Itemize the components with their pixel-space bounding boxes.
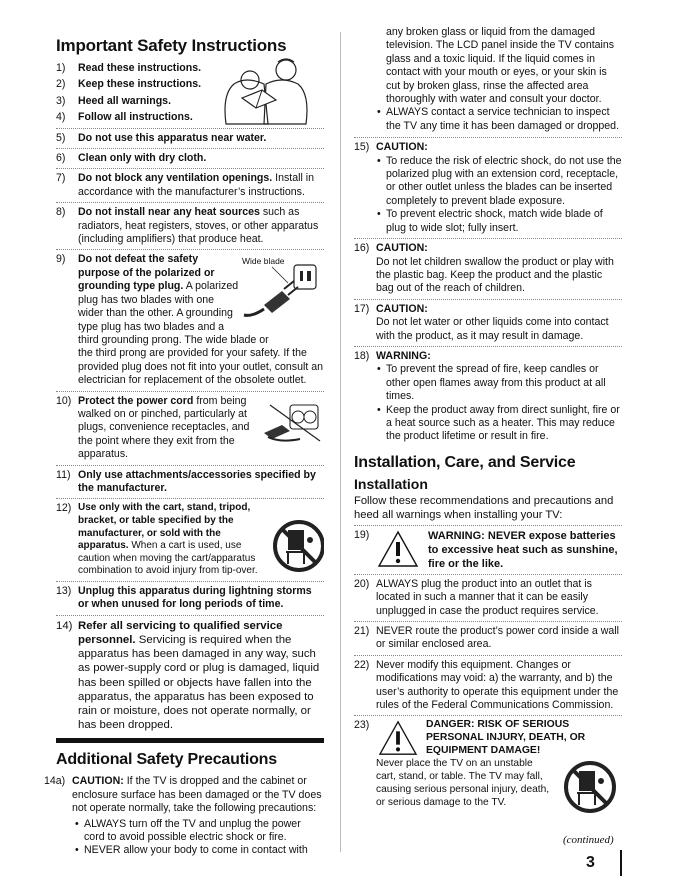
item-17: 17) CAUTION: Do not let water or other liquids come into contact with the product, as it may result in damage. <box>354 302 609 342</box>
item-19: 19) WARNING: NEVER expose batteries to excessive heat such as sunshine, fire or the like. <box>354 528 618 570</box>
item-21: 21) NEVER route the product’s power cord inside a wall or similar enclosed area. <box>354 625 619 651</box>
item-4: Follow all instructions. <box>78 111 193 124</box>
item-7: 7) Do not block any ventilation openings. Install in accordance with the manufacturer’s instructions. <box>56 172 315 198</box>
item-13: 13) Unplug this apparatus during lightning storms or when unused for long periods of time. <box>56 584 312 611</box>
wide-blade-label: Wide blade <box>242 256 285 267</box>
item-22: 22) Never modify this equipment. Changes or modifications may void: a) the warranty, and b) the user’s authority to operate this equipment under the rules of the Federal Communications Commission. <box>354 658 619 712</box>
item-10: 10) Protect the power cord from being walked on or pinched, particularly at plugs, convenience receptacles, and the point where they exit from the apparatus. <box>56 395 324 462</box>
item-14: 14) Refer all servicing to qualified service personnel. Servicing is required when the apparatus has been damaged in any way, such as power-supply cord or plug is damaged, liquid has been spilled or objects have fallen into the apparatus, the apparatus has been exposed to rain or moisture, does not operate normally, or has been dropped. <box>56 619 320 732</box>
item-15: 15) CAUTION: <box>354 141 428 154</box>
polarized-plug-figure <box>242 253 324 323</box>
left-column <box>44 0 324 858</box>
section-rule <box>56 738 324 743</box>
danger-triangle-icon <box>376 719 420 757</box>
item-14a-bullet-1: • ALWAYS turn off the TV and unplug the power cord to avoid possible electric shock or fire. <box>75 817 301 843</box>
page-number: 3 <box>586 854 595 871</box>
installation-subtitle: Installation <box>354 475 428 492</box>
item-3: Heed all warnings. <box>78 94 172 107</box>
item-2: Keep these instructions. <box>78 78 202 91</box>
item-12: 12) Use only with the cart, stand, tripod, bracket, or table specified by the manufacturer, or sold with the apparatus. When a cart is used, use caution when moving the cart/apparatus combination to avoid injury from tip-over. <box>56 502 324 578</box>
page-title: Important Safety Instructions <box>56 36 287 55</box>
power-cord-icon <box>260 395 324 447</box>
reading-people-illustration <box>216 54 316 126</box>
item-9: 9) Wide blade Do not defeat the safety purpose of the polarized or grounding type plug. A polarized plug has two blades with one wider than the other. A grounding type plug has two blades and a third grounding prong. The wide blade or the third prong are provided for your safety. If the provided plug does not fit into your outlet, consult an electrician for replacement of the obsolete outlet. <box>56 253 323 387</box>
item-16: 16) CAUTION: Do not let children swallow the product or play with the plastic bag. Keep the product and the plastic bag out of the reach of children. <box>354 242 614 295</box>
item-15-bullet-2: • To prevent electric shock, match wide blade of plug to wide slot; fully insert. <box>377 208 603 234</box>
item-18-bullet-2: • Keep the product away from direct sunlight, fire or a heat source such as a heater. This may reduce the product lifetime or result in fire. <box>377 403 620 443</box>
item-11: 11) Only use attachments/accessories specified by the manufacturer. <box>56 468 316 494</box>
item-20: 20) ALWAYS plug the product into an outlet that is located in such a manner that it can be easily unplugged in case the product requires service. <box>354 577 599 617</box>
continued-label: (continued) <box>563 834 614 846</box>
inspect-bullet: • ALWAYS contact a service technician to inspect the TV any time it has been damaged or dropped. <box>377 106 620 132</box>
item-1: Read these instructions. <box>78 62 202 74</box>
continued-text: any broken glass or liquid from the damaged television. The LCD panel inside the TV contains glass and a toxic liquid. If the liquid comes in contact with your mouth or eyes, or your skin is cut by broken glass, rinse the affected area thoroughly with water and consult your doctor. <box>386 26 615 106</box>
warning-triangle-icon <box>376 529 420 569</box>
item-23: 23) DANGER: RISK OF SERIOUS PERSONAL INJURY, DEATH, OR EQUIPMENT DAMAGE! Never place the TV on an unstable cart, stand, or table. The TV may fall, causing serious personal injury, death, or serious damage to the TV. <box>354 719 622 817</box>
item-18-bullet-1: • To prevent the spread of fire, keep candles or other open flames away from this product at all times. <box>377 363 606 403</box>
item-18: 18) WARNING: <box>354 349 431 362</box>
installation-intro: Follow these recommendations and precautions and heed all warnings when installing your TV: <box>354 494 614 521</box>
item-14a-bullet-2: • NEVER allow your body to come in contact with <box>75 844 308 857</box>
item-15-bullet-1: • To reduce the risk of electric shock, do not use the polarized plug with an extension cord, receptacle, or other outlet unless the blades can be inserted completely to prevent blade exposure. <box>377 154 622 207</box>
page-number-bar <box>620 850 622 876</box>
column-divider <box>340 32 341 852</box>
item-5: 5) Do not use this apparatus near water. <box>56 131 267 144</box>
item-14a: 14a) CAUTION: If the TV is dropped and the cabinet or enclosure surface has been damaged or the TV does not operate normally, take the following precautions: <box>44 775 322 815</box>
cart-tipover-icon-2 <box>554 757 622 817</box>
installation-title: Installation, Care, and Service <box>354 453 576 471</box>
cart-tipover-icon <box>270 516 324 576</box>
additional-title: Additional Safety Precautions <box>56 751 277 769</box>
right-column <box>354 0 622 817</box>
item-8: 8) Do not install near any heat sources such as radiators, heat registers, stoves, or other apparatus (including amplifiers) that produce heat. <box>56 206 319 246</box>
items-1-4: 1) Read these instructions. 2) Keep these instructions. 3) Heed all warnings. 4) Follow all instructions. <box>56 62 324 125</box>
item-6: 6) Clean only with dry cloth. <box>56 152 207 165</box>
